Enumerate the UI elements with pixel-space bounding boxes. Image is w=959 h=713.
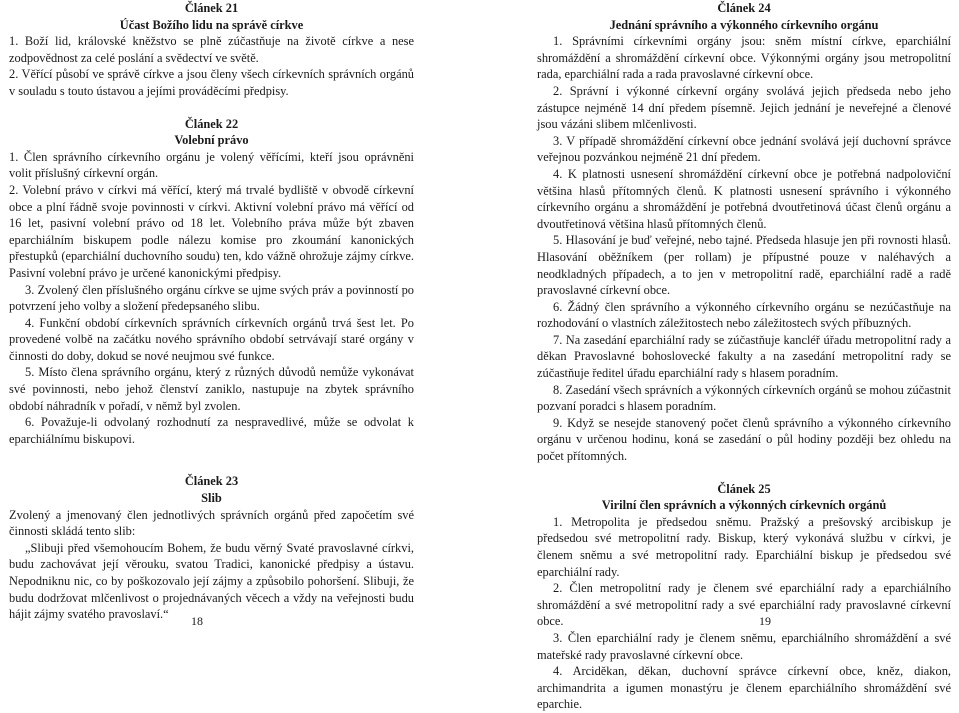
- article-24-para-9: 9. Když se nesejde stanovený počet členů správního a výkonného církevního orgánu v určenou hodinu, koná se zasedání o půl hodiny později bez ohledu na počet přítomných.: [537, 415, 951, 464]
- article-22-para-3: 3. Zvolený člen příslušného orgánu církve se ujme svých práv a povinností po potvrzení jeho volby a složení předepsaného slibu.: [9, 282, 414, 314]
- article-24-para-6: 6. Žádný člen správního a výkonného církevního orgánu se nezúčastňuje na rozhodování o vlastních záležitostech nebo záležitostech svých příbuzných.: [537, 299, 951, 331]
- article-24-para-7: 7. Na zasedání eparchiální rady se zúčastňuje kancléř úřadu metropolitní rady a děkan Pravoslavné bohoslovecké fakulty a na zasedání metropolitní rady se zúčastňuje ředitel úřadu eparchiální rady s hlasem poradním.: [537, 332, 951, 381]
- article-23-para-1: Zvolený a jmenovaný člen jednotlivých správních orgánů před započetím své činnosti skládá tento slib:: [9, 507, 414, 539]
- article-23-subtitle: Slib: [201, 491, 222, 506]
- article-25-para-2: 2. Člen metropolitní rady je členem své eparchiální rady a eparchiálního shromáždění a své metropolitní rady a své eparchiální rady pravoslavné církevní obce.: [537, 581, 951, 629]
- article-24-subtitle: Jednání správního a výkonného církevního orgánu: [609, 17, 879, 32]
- left-page: [9, 0, 414, 623]
- article-22-title: Článek 22: [184, 116, 239, 131]
- article-22-para-4: 4. Funkční období církevních správních církevních orgánů trvá šest let. Po provedené volbě na začátku nového správního období setrvávají staré orgány v činnosti do doby, dokud se nové neujmou své funkce.: [9, 315, 414, 363]
- article-24-para-4: 4. K platnosti usnesení shromáždění církevní obce je potřebná nadpoloviční většina hlasů přítomných členů. K platnosti usnesení správního i výkonného církevního orgánu a shromáždění je potřebná dvoutřetinová účast členů orgánu a dvoutřetinová většina hlasů přítomných členů.: [537, 166, 951, 231]
- article-25-subtitle: Virilní člen správních a výkonných církevních orgánů: [601, 498, 887, 513]
- article-21-subtitle: Účast Božího lidu na správě církve: [119, 17, 304, 32]
- article-24-para-5: 5. Hlasování je buď veřejné, nebo tajné. Předseda hlasuje jen při rovnosti hlasů. Hlasování oběžníkem (per rollam) je přípustné pouze v naléhavých a neodkladných případech, a to jen v metropolitní radě, eparchiální radě a radě pravoslavné církevní obce.: [537, 233, 951, 298]
- article-25-para-3: 3. Člen eparchiální rady je členem sněmu, eparchiálního shromáždění a své mateřské rady pravoslavné církevní obce.: [537, 630, 951, 662]
- article-24-para-3: 3. V případě shromáždění církevní obce jednání svolává její duchovní správce veřejnou pozvánkou nejméně 21 dní předem.: [537, 133, 951, 165]
- article-25-para-1: 1. Metropolita je předsedou sněmu. Pražský a prešovský arcibiskup je předsedou své metropolitní rady. Biskup, který vykonává službu v církvi, je členem sněmu a své metropolitní rady. Eparchiální biskup je předsedou své eparchiální rady.: [537, 514, 951, 579]
- article-21-para-2: 2. Věřící působí ve správě církve a jsou členy všech církevních správních orgánů v souladu s touto ústavou a jejími prováděcími předpisy.: [9, 67, 414, 98]
- article-24-para-2: 2. Správní i výkonné církevní orgány svolává jejich předseda nebo jeho zástupce nejméně 14 dní předem písemně. Jejich jednání je neveřejné a členové jsou vázáni slibem mlčenlivosti.: [537, 83, 951, 132]
- page-number-left: 18: [191, 614, 203, 628]
- article-22-para-6: 6. Považuje-li odvolaný rozhodnutí za nespravedlivé, může se odvolat k eparchiálnímu biskupovi.: [9, 415, 414, 446]
- page-number-right: 19: [759, 614, 771, 628]
- article-24-para-1: 1. Správními církevními orgány jsou: sněm místní církve, eparchiální shromáždění a shromáždění církevní obce. Výkonnými orgány jsou metropolitní rada, eparchiální rada a rada pravoslavné církevní obce.: [537, 34, 951, 82]
- article-21-title: Článek 21: [184, 1, 239, 15]
- article-22-para-2: 2. Volební právo v církvi má věřící, který má trvalé bydliště v obvodě církevní obce a plní řádně svoje povinnosti v církvi. Aktivní volební právo má věřící od 16 let, pasivní volební právo od 18 let. Volebního práva může být zbaven eparchiálním biskupem podle nálezu komise pro zkoumání kanonických přestupků (eparchiální duchovního soudu) ten, kdo vážně ohrožuje zájmy církve. Pasivní volební právo je určené kanonickými předpisy.: [9, 182, 414, 280]
- article-23-title: Článek 23: [184, 474, 239, 489]
- article-25-para-4: 4. Arciděkan, děkan, duchovní správce církevní obce, kněz, diakon, archimandrita a igumen monastýru je členem eparchiálního shromáždění své eparchie.: [537, 664, 951, 712]
- article-24-para-8: 8. Zasedání všech správních a výkonných církevních orgánů se mohou zúčastnit pozvaní poradci s hlasem poradním.: [537, 382, 951, 414]
- article-22-subtitle: Volební právo: [174, 133, 249, 148]
- article-23-oath: „Slibuji před všemohoucím Bohem, že budu věrný Svaté pravoslavné církvi, budu zachovávat její věrouku, svatou Tradici, kanonické předpisy a ústavu. Nepodniknu nic, co by poškozovalo její zájmy a způsobilo pohoršení. Slibuji, že budu dodržovat mlčenlivost o projednávaných věcech a vždy na veřejnosti budu hájit zájmy svatého pravoslaví.“: [9, 540, 414, 622]
- right-page: [537, 0, 951, 713]
- article-22-para-1: 1. Člen správního církevního orgánu je volený věřícími, kteří jsou oprávněni volit příslušný církevní orgán.: [9, 149, 414, 181]
- article-25-title: Článek 25: [717, 481, 771, 496]
- article-21-para-1: 1. Boží lid, královské kněžstvo se plně zúčastňuje na životě církve a nese zodpovědnost za celé poslání a svědectví ve světě.: [9, 34, 414, 65]
- article-24-title: Článek 24: [717, 1, 771, 15]
- article-22-para-5: 5. Místo člena správního orgánu, který z různých důvodů nemůže vykonávat své povinnosti, nebo jehož členství zaniklo, nastupuje na zbytek správního období náhradník v pořadí, v němž byl zvolen.: [9, 365, 414, 413]
